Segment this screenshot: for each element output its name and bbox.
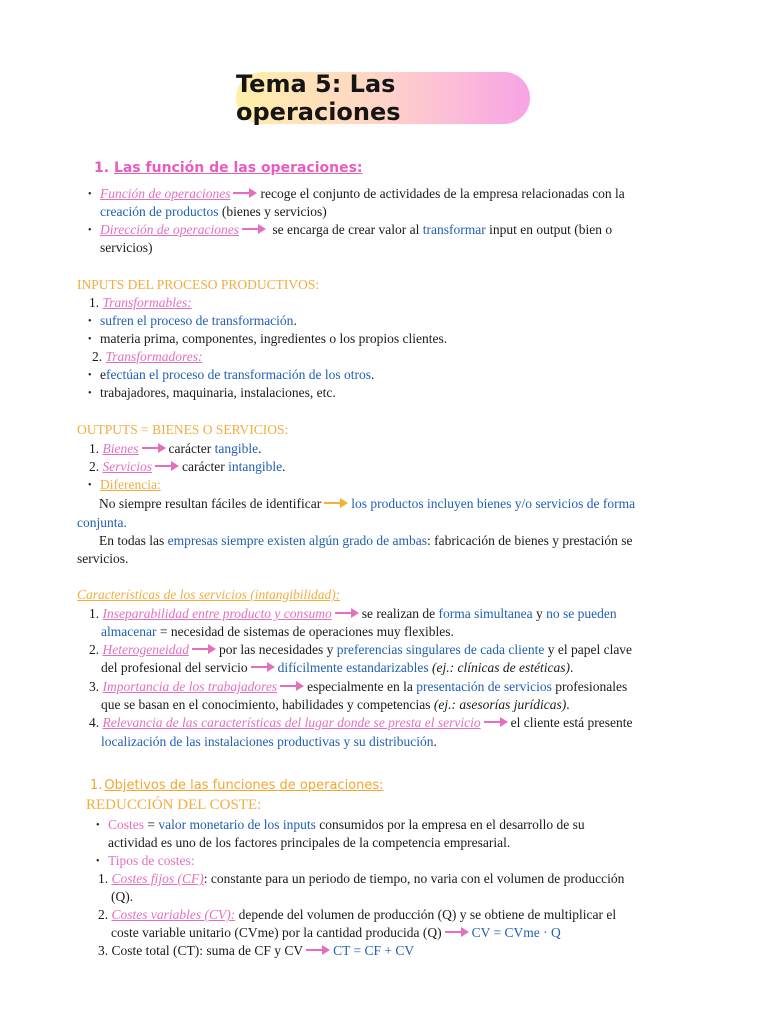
text: el cliente está presente <box>510 715 633 730</box>
caracteristicas-heading: Características de los servicios (intangibilidad): <box>77 587 341 602</box>
reduccion-coste-heading: REDUCCIÓN DEL COSTE: <box>86 797 262 813</box>
arrow-icon <box>324 498 348 508</box>
text: (bienes y servicios) <box>221 204 327 219</box>
inputs-item-transformadores <box>92 348 203 366</box>
arrow-icon <box>280 681 304 691</box>
text: consumidos por la empresa en el desarrollo de su <box>319 817 585 832</box>
text: e <box>100 367 106 382</box>
highlight-text: difícilmente estandarizables <box>277 660 429 675</box>
highlight-text: creación de productos <box>100 204 219 219</box>
item-number: 2. <box>92 349 103 364</box>
text: recoge el conjunto de actividades de la empresa relacionadas con la <box>260 186 625 201</box>
highlight-text: presentación de servicios <box>416 679 552 694</box>
outputs-paragraph-2 <box>99 532 632 550</box>
costes-fijos-item <box>98 870 624 888</box>
page-title: Tema 5: Las operaciones <box>236 72 530 124</box>
bullet-dot: • <box>88 480 92 491</box>
term-bienes: Bienes <box>102 441 139 456</box>
formula-cv: CV = CVme · Q <box>471 925 561 940</box>
costes-bullet-line2: actividad es uno de los factores principales de la competencia empresarial. <box>108 835 511 850</box>
inputs-bullet <box>88 330 447 349</box>
bullet-dot: • <box>88 388 92 399</box>
inputs-item-transformables <box>89 294 192 312</box>
text: se encarga de crear valor al <box>272 222 420 237</box>
arrow-icon <box>306 945 330 955</box>
caract-item-4-line2 <box>101 733 437 751</box>
arrow-icon <box>335 608 359 618</box>
arrow-icon <box>242 224 266 234</box>
text: = necesidad de sistemas de operaciones muy flexibles. <box>159 624 454 639</box>
highlight-text: localización de las instalaciones productivas y su distribución <box>101 734 434 749</box>
highlight-text: valor monetario de los inputs <box>158 817 316 832</box>
text: materia prima, componentes, ingredientes o los propios clientes. <box>100 331 448 346</box>
item-number: 3. <box>89 679 100 694</box>
highlight-text: sufren el proceso de transformación <box>100 313 294 328</box>
highlight-text: preferencias singulares de cada cliente <box>336 642 545 657</box>
text: . <box>566 697 570 712</box>
text: No siempre resultan fáciles de identificar <box>99 496 322 511</box>
outputs-paragraph-1-line2: conjunta. <box>77 515 127 530</box>
term-costes-variables: Costes variables (CV): <box>111 907 236 922</box>
text: . <box>433 734 437 749</box>
arrow-icon <box>484 717 508 727</box>
highlight-text: tangible <box>214 441 259 456</box>
caract-item-3 <box>89 678 627 696</box>
costes-fijos-line2: (Q). <box>111 889 134 904</box>
caract-item-2 <box>89 641 632 659</box>
highlight-text: empresas siempre existen algún grado de ambas <box>167 533 428 548</box>
caract-item-1-line2 <box>101 623 454 641</box>
term-servicios: Servicios <box>102 459 152 474</box>
highlight-text: no se pueden <box>546 606 617 621</box>
item-number: 2. <box>98 907 109 922</box>
heading-number: 1. <box>94 160 110 176</box>
outputs-item-bienes: 1. Bienes carácter tangible. <box>89 441 262 456</box>
bullet-dot: • <box>96 856 100 867</box>
example-text: (ej.: asesorías jurídicas) <box>433 697 567 712</box>
formula-ct: CT = CF + CV <box>333 943 415 958</box>
highlight-text: fectúan el proceso de transformación de los otros <box>106 367 372 382</box>
arrow-icon <box>233 188 257 198</box>
item-number: 3. <box>98 943 109 958</box>
term-transformadores: Transformadores: <box>105 349 203 364</box>
costes-variables-line2 <box>111 924 561 942</box>
text: Coste total (CT): suma de CF y CV <box>111 943 304 958</box>
objetivos-heading <box>90 777 384 795</box>
inputs-bullet <box>88 384 336 403</box>
caract-item-4 <box>89 714 632 732</box>
text: carácter <box>182 459 225 474</box>
costes-variables-item <box>98 906 616 924</box>
arrow-icon <box>445 927 469 937</box>
coste-total-item <box>98 942 414 960</box>
example-text: (ej.: clínicas de estéticas) <box>432 660 570 675</box>
term-relevancia-lugar: Relevancia de las características del lugar donde se presta el servicio <box>102 715 481 730</box>
bullet-dot: • <box>88 370 92 381</box>
text: y el papel clave <box>547 642 633 657</box>
text: del profesional del servicio <box>101 660 248 675</box>
text: por las necesidades y <box>218 642 334 657</box>
outputs-item-servicios: 2. Servicios carácter intangible. <box>89 459 286 474</box>
item-number: 2. <box>89 459 100 474</box>
text: se realizan de <box>361 606 436 621</box>
term-importancia-trabajadores: Importancia de los trabajadores <box>102 679 278 694</box>
text: carácter <box>168 441 212 456</box>
text: trabajadores, maquinaria, instalaciones, etc. <box>100 385 336 400</box>
tipos-costes-bullet <box>96 852 195 871</box>
term-costes: Costes <box>108 817 145 832</box>
term-inseparabilidad: Inseparabilidad entre producto y consumo <box>102 606 332 621</box>
heading-number: 1. <box>90 778 103 793</box>
item-number: 1. <box>89 606 100 621</box>
text: que se basan en el conocimiento, habilidades y competencias <box>101 697 431 712</box>
text: especialmente en la <box>307 679 413 694</box>
highlight-text: almacenar <box>101 624 157 639</box>
item-number: 4. <box>89 715 100 730</box>
arrow-icon <box>142 443 166 453</box>
bullet-dot: • <box>88 334 92 345</box>
section-heading-funcion <box>94 159 363 177</box>
arrow-icon <box>192 644 216 654</box>
item-number: 1. <box>98 871 109 886</box>
term-costes-fijos: Costes fijos (CF) <box>111 871 204 886</box>
bullet-dot: • <box>96 820 100 831</box>
bullet-dot: • <box>88 316 92 327</box>
arrow-icon <box>251 662 275 672</box>
highlight-text: los productos incluyen bienes y/o servicios de forma <box>351 496 636 511</box>
term-tipos-costes: Tipos de costes: <box>108 853 195 868</box>
bullet-direccion-line2: servicios) <box>100 240 153 255</box>
text: . <box>569 660 574 675</box>
item-number: 1. <box>89 295 100 310</box>
bullet-direccion-operaciones <box>88 221 612 240</box>
text: = <box>147 817 156 832</box>
bullet-funcion-line2 <box>100 203 327 221</box>
caract-item-2-line2 <box>101 659 573 677</box>
arrow-icon <box>155 461 179 471</box>
term-funcion-operaciones: Función de operaciones <box>100 186 231 201</box>
item-number: 2. <box>89 642 100 657</box>
outputs-heading: OUTPUTS = BIENES O SERVICIOS: <box>77 422 289 437</box>
highlight-text: intangible <box>228 459 283 474</box>
bullet-dot: • <box>88 225 92 236</box>
term-transformables: Transformables: <box>102 295 192 310</box>
text: : constante para un periodo de tiempo, no varia con el volumen de producción <box>203 871 625 886</box>
costes-bullet <box>96 816 585 835</box>
bullet-funcion-operaciones <box>88 185 625 204</box>
term-diferencia: Diferencia: <box>100 477 161 492</box>
text: En todas las <box>99 533 165 548</box>
caract-item-1 <box>89 605 617 623</box>
outputs-diferencia <box>88 476 161 495</box>
highlight-text: forma simultanea <box>438 606 533 621</box>
text: input en output (bien o <box>489 222 613 237</box>
caract-item-3-line2 <box>101 696 570 714</box>
term-heterogeneidad: Heterogeneidad <box>102 642 189 657</box>
text: : fabricación de bienes y prestación se <box>427 533 633 548</box>
outputs-paragraph-2-line2: servicios. <box>77 551 129 566</box>
text: depende del volumen de producción (Q) y se obtiene de multiplicar el <box>238 907 617 922</box>
heading-text: Objetivos de las funciones de operaciones: <box>104 778 384 793</box>
bullet-dot: • <box>88 189 92 200</box>
text: coste variable unitario (CVme) por la cantidad producida (Q) <box>111 925 442 940</box>
inputs-heading: INPUTS DEL PROCESO PRODUCTIVOS: <box>77 277 320 292</box>
highlight-text: transformar <box>422 222 486 237</box>
text: profesionales <box>555 679 628 694</box>
heading-text: Las función de las operaciones: <box>113 160 363 176</box>
item-number: 1. <box>89 441 100 456</box>
term-direccion-operaciones: Dirección de operaciones <box>100 222 239 237</box>
outputs-paragraph-1 <box>99 495 635 513</box>
text: y <box>536 606 543 621</box>
inputs-bullet: • sufren el proceso de transformación. <box>88 312 297 331</box>
inputs-bullet: • efectúan el proceso de transformación de los otros. <box>88 366 374 385</box>
